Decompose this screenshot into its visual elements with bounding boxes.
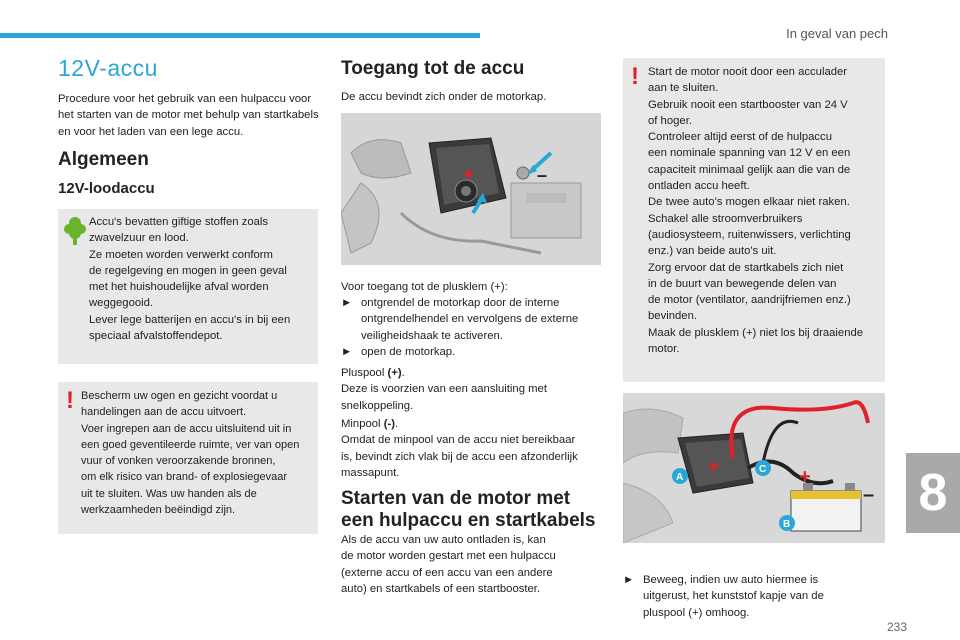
warning-line: Start de motor nooit door een acculader <box>648 66 848 78</box>
minpool-block <box>341 416 616 481</box>
bullet-line: pluspool (+) omhoog. <box>643 606 750 619</box>
heading-starten-line: een hulpaccu en startkabels <box>341 510 596 531</box>
warning-line: capaciteit minimaal gelijk aan die van de <box>648 163 851 176</box>
svg-text:+: + <box>708 456 720 478</box>
bullet-line: open de motorkap. <box>361 345 456 358</box>
bullet-marker-icon: ► <box>623 574 635 586</box>
warning-line: Controleer altijd eerst of de hulpaccu <box>648 131 832 144</box>
chapter-tab: 8 <box>906 453 960 533</box>
svg-text:+: + <box>799 466 811 488</box>
heading-starten-line: Starten van de motor met <box>341 488 571 509</box>
intro-text: Procedure voor het gebruik van een hulpaccu voor het starten van de motor met behulp van startkabels en voor het laden van een lege accu. <box>58 93 319 138</box>
warning-line: werkzaamheden beëindigd zijn. <box>81 504 236 517</box>
starten-text <box>341 532 611 597</box>
heading-12v-loodaccu: 12V-loodaccu <box>58 180 155 197</box>
heading-starten <box>341 488 596 532</box>
warning-line: (audiosysteem, ruitenwissers, verlichting <box>648 228 851 241</box>
env-line: de regelgeving en mogen in geen geval <box>89 264 287 277</box>
jump-start-illustration <box>623 393 885 543</box>
label-b: B <box>783 519 791 530</box>
bullet-line: uitgerust, het kunststof kapje van de <box>643 590 824 603</box>
warning-line: ontladen accu heeft. <box>648 180 750 193</box>
starten-line: auto) en startkabels of een startbooster. <box>341 582 541 595</box>
right-bullet <box>623 572 885 621</box>
env-line: met het huishoudelijke afval worden <box>89 281 269 294</box>
page-title: 12V-accu <box>58 55 158 81</box>
warning-line: uit te sluiten. Was uw handen als de <box>81 487 257 500</box>
section-title: In geval van pech <box>786 26 888 41</box>
minpool-line: massapunt. <box>341 466 400 479</box>
pluspool-dot: . <box>401 367 405 379</box>
warning-line: De twee auto's mogen elkaar niet raken. <box>648 196 850 209</box>
env-line: Lever lege batterijen en accu's in bij een <box>89 313 291 326</box>
warning-line: Schakel alle stroomverbruikers <box>648 212 803 225</box>
page-number: 233 <box>886 620 907 634</box>
header-accent-bar <box>0 33 480 38</box>
warning-line: de motor (ventilator, aandrijfriemen enz.) <box>648 294 851 307</box>
battery-location-illustration <box>341 113 601 265</box>
bullet-marker-icon: ► <box>341 297 353 309</box>
warning-line: om elk risico van brand- of explosiegevaar <box>81 471 288 484</box>
environment-note-box <box>58 209 318 364</box>
env-line: Accu's bevatten giftige stoffen zoals <box>89 216 269 228</box>
warning-line: aan te sluiten. <box>648 82 719 95</box>
env-line: Ze moeten worden verwerkt conform <box>89 248 273 261</box>
warning-line: Zorg ervoor dat de startkabels zich niet <box>648 261 844 274</box>
warning-line: of hoger. <box>648 114 692 127</box>
pluspool-sign: (+) <box>387 367 402 379</box>
env-line: speciaal afvalstoffendepot. <box>89 330 223 343</box>
warning-line: Maak de plusklem (+) niet los bij draaiende <box>648 326 864 339</box>
bullet-item <box>341 295 606 344</box>
starten-line: (externe accu of een accu van een andere <box>341 566 553 579</box>
minpool-label: Minpool <box>341 418 384 430</box>
plusklem-intro: Voor toegang tot de plusklem (+): <box>341 281 508 293</box>
heading-toegang: Toegang tot de accu <box>341 58 525 79</box>
warning-box-left <box>58 382 318 534</box>
env-line: zwavelzuur en lood. <box>89 232 189 245</box>
bullet-list <box>341 295 606 360</box>
warning-line: motor. <box>648 343 680 356</box>
toegang-intro: De accu bevindt zich onder de motorkap. <box>341 91 547 103</box>
warning-line: Voer ingrepen aan de accu uitsluitend uit in <box>81 422 292 435</box>
pluspool-block <box>341 365 611 414</box>
warning-box-right <box>623 58 885 382</box>
minpool-sign: (-) <box>383 418 395 430</box>
bullet-line: veiligheidshaak te activeren. <box>361 329 503 342</box>
warning-line: vuur of vonken veroorzakende bronnen, <box>81 455 276 468</box>
warning-line: Bescherm uw ogen en gezicht voordat u <box>81 390 278 402</box>
svg-text:–: – <box>537 165 548 185</box>
svg-text:+: + <box>463 164 475 186</box>
label-a: A <box>676 472 684 483</box>
starten-line: Als de accu van uw auto ontladen is, kan <box>341 534 546 546</box>
bullet-item <box>341 344 606 360</box>
bullet-line: ontgrendelhendel en vervolgens de externe <box>361 313 579 326</box>
heading-algemeen: Algemeen <box>58 149 149 170</box>
svg-text:–: – <box>863 484 875 506</box>
minpool-dot: . <box>395 418 399 430</box>
pluspool-label: Pluspool <box>341 367 388 379</box>
bullet-line: ontgrendel de motorkap door de interne <box>361 297 560 309</box>
bullet-item <box>623 572 885 621</box>
bullet-line: Beweeg, indien uw auto hiermee is <box>643 574 819 586</box>
warning-icon: ! <box>66 387 74 414</box>
env-line: weggegooid. <box>89 297 154 310</box>
bullet-marker-icon: ► <box>341 345 353 358</box>
warning-line: in de buurt van bewegende delen van <box>648 277 837 290</box>
minpool-line: is, bevindt zich vlak bij de accu een afzonderlijk <box>341 450 578 463</box>
warning-icon: ! <box>631 63 639 90</box>
warning-line: bevinden. <box>648 310 697 323</box>
warning-line: een nominale spanning van 12 V en een <box>648 147 851 160</box>
warning-line: handelingen aan de accu uitvoert. <box>81 406 247 419</box>
warning-line: een goed geventileerde ruimte, ver van open <box>81 438 300 451</box>
pluspool-line: snelkoppeling. <box>341 399 414 412</box>
warning-line: enz.) van beide auto's uit. <box>648 245 777 258</box>
label-c: C <box>759 464 767 475</box>
starten-line: de motor worden gestart met een hulpaccu <box>341 550 556 563</box>
pluspool-line: Deze is voorzien van een aansluiting met <box>341 383 547 396</box>
warning-line: Gebruik nooit een startbooster van 24 V <box>648 98 848 111</box>
minpool-line: Omdat de minpool van de accu niet bereikbaar <box>341 434 576 447</box>
tree-icon <box>64 216 86 246</box>
